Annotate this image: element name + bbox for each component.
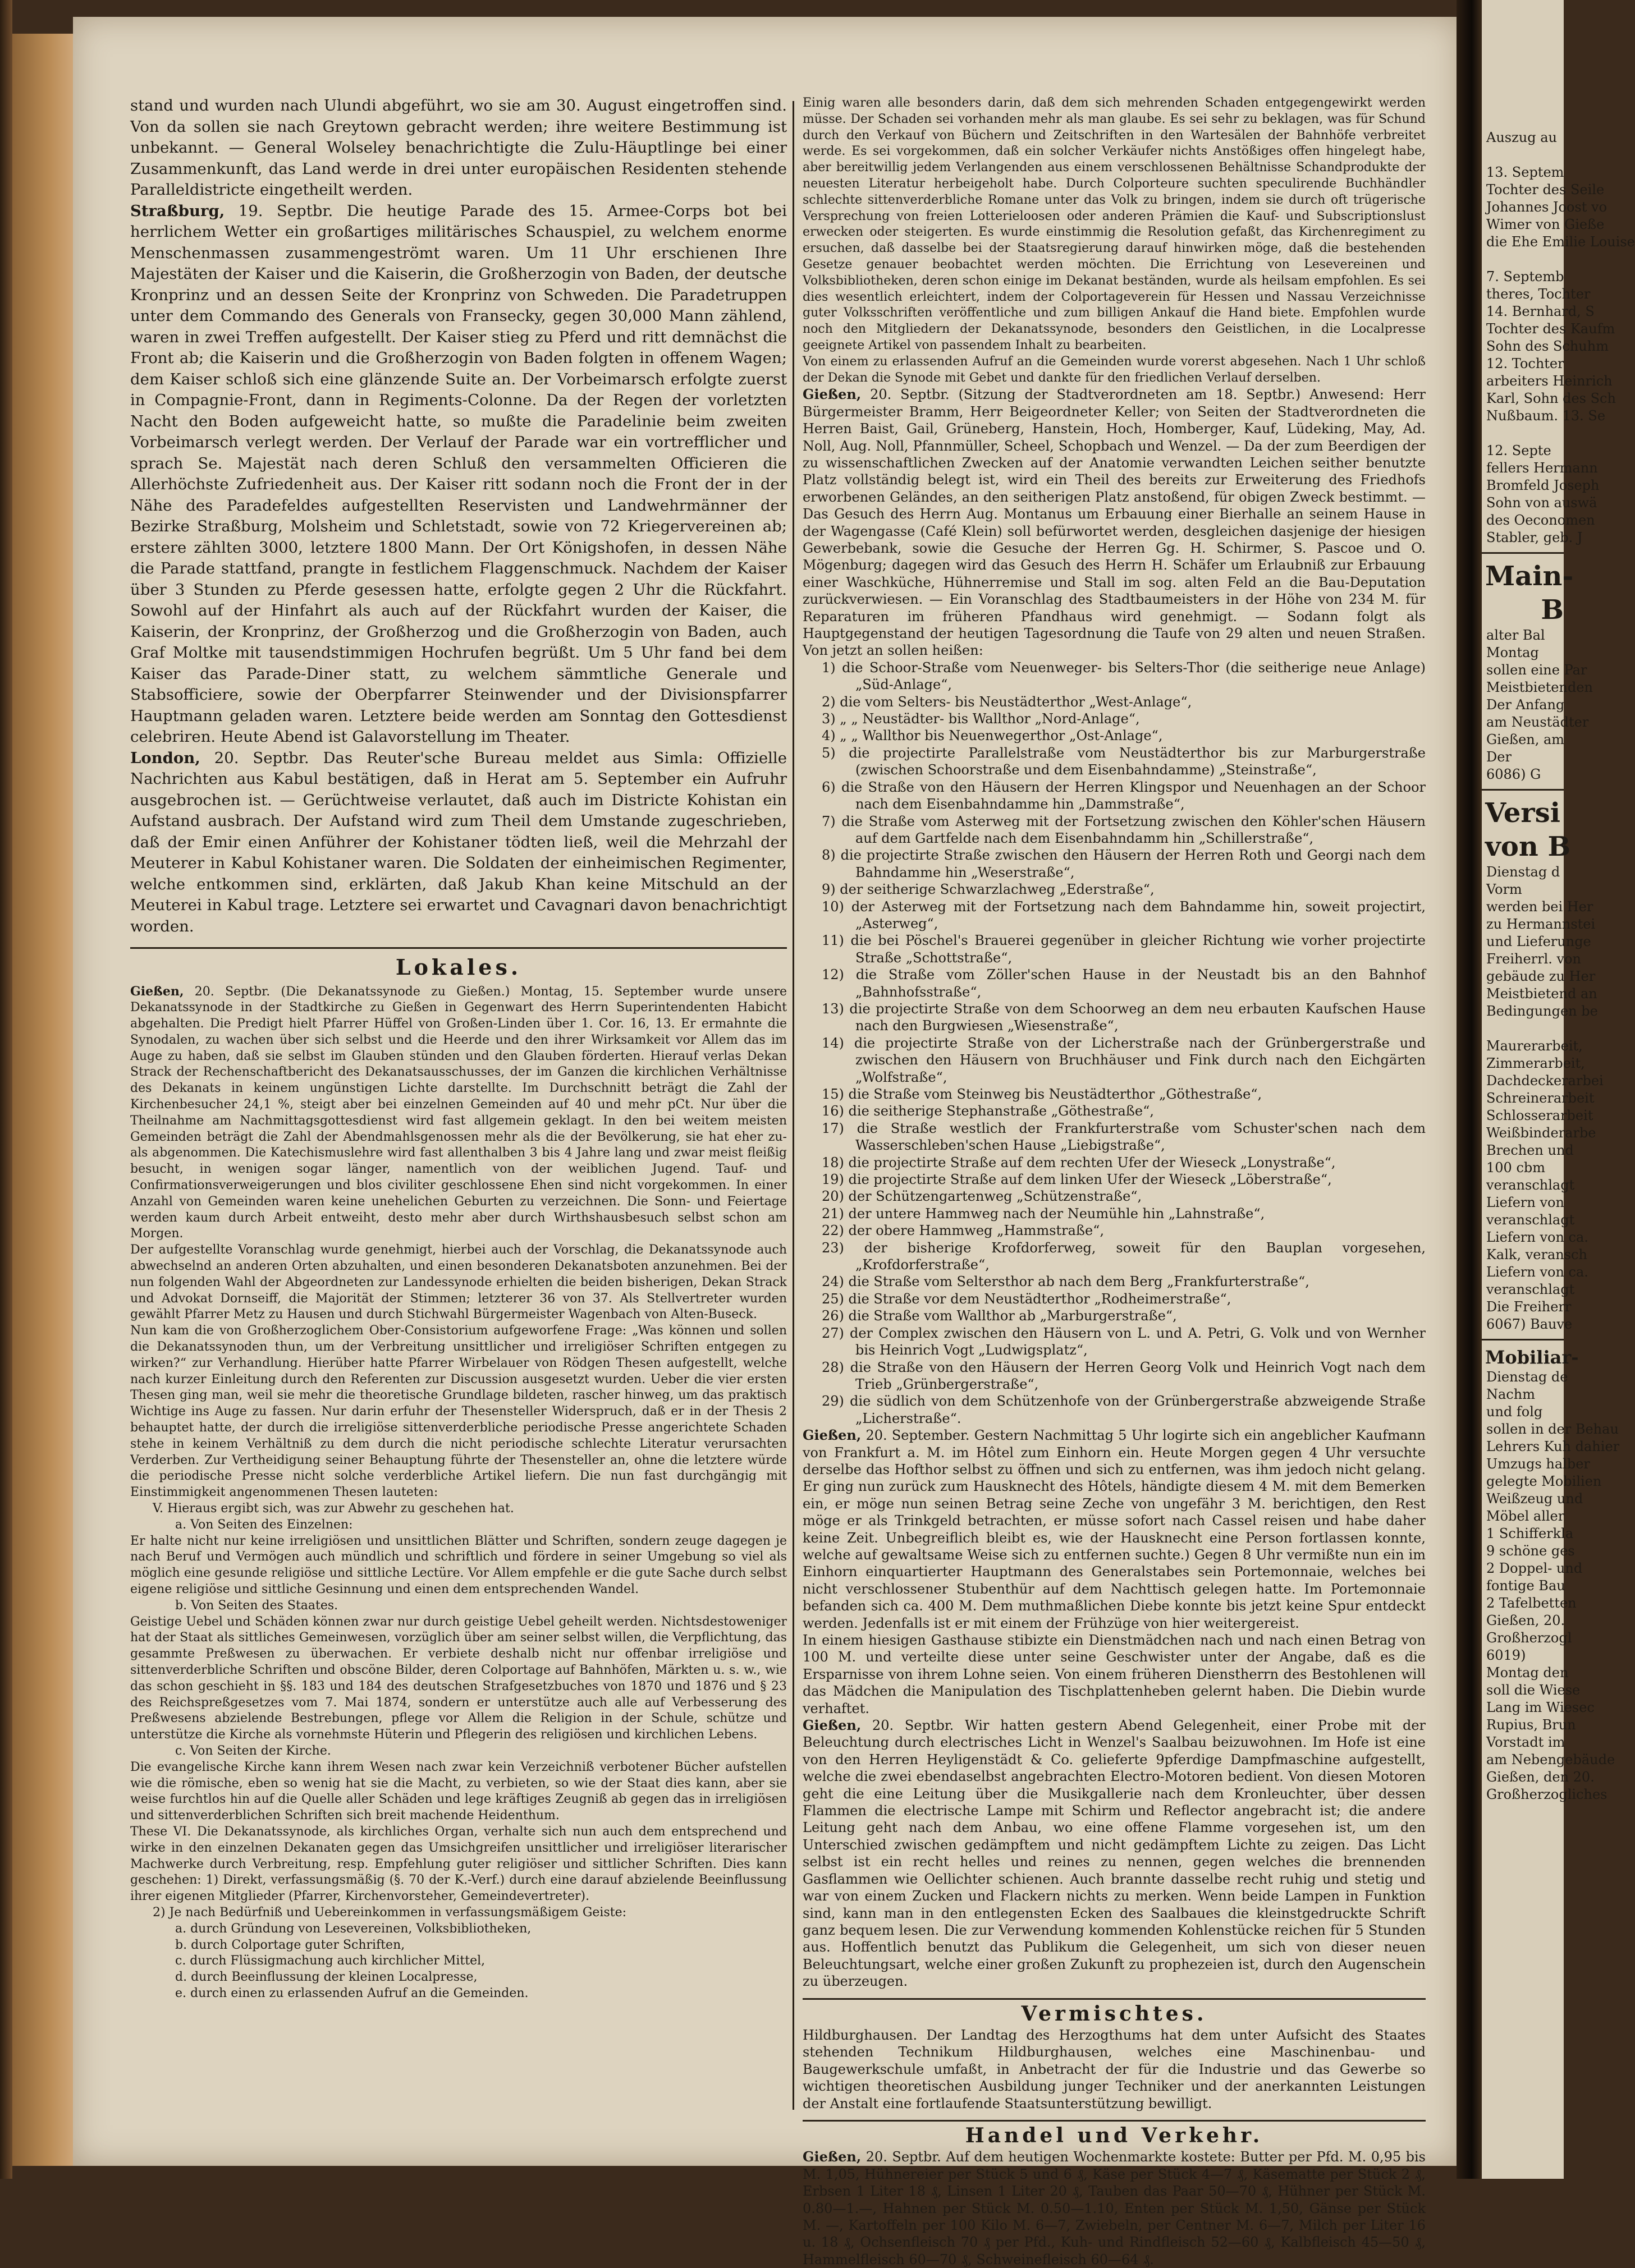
next-page-line: Kalk, veransch	[1486, 1247, 1587, 1262]
street-list-item: 3) „ „ Neustädter- bis Wallthor „Nord-Anlage“,	[822, 711, 1140, 727]
next-page-line: 2 Doppel- und	[1486, 1560, 1583, 1576]
next-page-line: 6019)	[1486, 1647, 1526, 1663]
next-page-line: Vorm	[1486, 882, 1522, 897]
next-page-line: 2 Tafelbetten	[1486, 1595, 1577, 1611]
next-page-line	[1482, 146, 1564, 164]
street-list-item: 2) die vom Selters- bis Neustädterthor „West-Anlage“,	[822, 694, 1192, 710]
list-item: e. durch einen zu erlassenden Aufruf an die Gemeinden.	[175, 1986, 529, 2000]
article-electric-light	[803, 1717, 1426, 1990]
street-list-item: 25) die Straße vor dem Neustädterthor „Rodheimerstraße“,	[822, 1291, 1231, 1307]
next-page-line: Weißzeug und	[1486, 1491, 1583, 1507]
next-page-line: 12. Tochter	[1486, 356, 1564, 371]
next-page-line: zu Hermannstei	[1486, 916, 1596, 932]
thesis-a-head: a. Von Seiten des Einzelnen:	[175, 1517, 353, 1532]
next-page-line: veranschlagt	[1486, 1212, 1575, 1228]
next-page-line: 100 cbm	[1486, 1160, 1545, 1176]
street-list-item: 28) die Straße von den Häusern der Herren Georg Volk und Heinrich Vogt nach dem Trieb „Grünbergerstraße“,	[822, 1359, 1426, 1392]
next-page-line: Tochter des Seile	[1486, 182, 1605, 198]
next-page-line: Meistbietenden	[1486, 680, 1593, 695]
divider	[1482, 789, 1564, 791]
next-page-line: Meistbietend an	[1486, 986, 1597, 1002]
list-item: b. durch Colportage guter Schriften,	[175, 1938, 405, 1952]
thesis-a-text: Er halte nicht nur keine irreligiösen und unsittlichen Blätter und Schriften, sondern zeuge dagegen je nach Beruf und Vermögen auch mündlich und schriftlich und fördere in seiner Umgebung so viel als möglich eine gesunde religiöse und sittliche Lectüre. Vor Allem empfehle er die gute Sache durch selbst eigene religiöse und sittliche Gesinnung und einen dem entsprechenden Wandel.	[130, 1534, 787, 1596]
next-page-line: Montag den	[1486, 1665, 1569, 1681]
article-synode	[130, 984, 787, 2002]
dateline-giessen-3: Gießen,	[803, 1427, 862, 1444]
street-list-item: 19) die projectirte Straße auf dem linken Ufer der Wieseck „Löberstraße“,	[822, 1172, 1332, 1188]
next-page-line: alter Bal	[1486, 627, 1545, 643]
next-page-line: Großherzogl	[1486, 1630, 1572, 1646]
next-page-heading-main-b: B	[1541, 594, 1564, 626]
next-page-line: gebäude zu Her	[1486, 968, 1596, 984]
street-list-item: 23) der bisherige Krofdorferweg, soweit für den Bauplan vorgesehen, „Krofdorferstraße“,	[822, 1239, 1426, 1273]
next-page-line: Johannes Joost vo	[1486, 199, 1607, 215]
next-page-line: theres, Tochter	[1486, 286, 1591, 302]
article-theft-text: 20. September. Gestern Nachmittag 5 Uhr logirte sich ein angeblicher Kaufmann von Frankfurt a. M. im Hôtel zum Einhorn ein. Heute Morgen gegen 4 Uhr versuchte derselbe das Hofthor selbst zu öffnen und sich zu entfernen, was ihm jedoch nicht gelang. Er ging nun zurück zum Hausknecht des Hôtels, händigte diesem 4 M. mit dem Bemerken ein, er möge nun seinen Betrag seine Zeche von ungefähr 3 M. berichtigen, den Rest möge er als Trinkgeld betrachten, er müsse sofort nach Cassel reisen und habe daher keine Zeit. Unbegreiflich bleibt es, wie der Hausknecht eine Person fortlassen konnte, welche auf gewaltsame Weise sich zu entfernen suchte.) Gegen 8 Uhr vermißte nun ein im Einhorn einquartierter Hauptmann des Generalstabes sein Portemonnaie, welches bei nicht verschlossener Stubenthür auf dem Nachttisch gelegen hatte. Im Portemonnaie befanden sich ca. 400 M. Dem muthmaßlichen Diebe konnte bis jetzt keine Spur entdeckt werden. Jedenfalls ist er mit einem der Frühzüge von hier weitergereist.	[803, 1427, 1426, 1631]
next-page-line: Liefern von	[1486, 1195, 1564, 1210]
street-list-item: 27) der Complex zwischen den Häusern von L. und A. Petri, G. Volk und von Wernher bis Heinrich Vogt „Ludwigsplatz“,	[822, 1325, 1426, 1358]
next-page-line: arbeiters Heinrich	[1486, 373, 1613, 389]
synode-para-1	[130, 984, 787, 1243]
column-divider	[793, 101, 794, 2110]
next-page-line: 6067) Bauve	[1486, 1316, 1573, 1332]
next-page-line: Schlosserarbeit	[1486, 1108, 1593, 1123]
article-electric-light-text: 20. Septbr. Wir hatten gestern Abend Gelegenheit, einer Probe mit der Beleuchtung durch electrisches Licht in Wenzel's Saalbau beizuwohnen. Im Hofe ist eine von den Herren Heyligenstädt & Co. gelieferte 9pferdige Dampfmaschine aufgestellt, welche die zwei ebendaselbst angebrachten Electro-Motoren bedient. Von diesen Motoren geht die eine Leitung über die Musikgallerie nach dem Kronleuchter, über dessen Flammen die electrische Lampe mit Schirm und Reflector angebracht ist; die andere Leitung geht nach dem Anbau, wo eine offene Flamme vorgesehen ist, um den Unterschied zwischen gedämpftem und nicht gedämpftem Lichte zu zeigen. Das Licht selbst ist ein recht helles und reines zu nennen, gegen welches die brennenden Gasflammen wie Oellichter schienen. Auch brannte dasselbe recht ruhig und stetig und war von einem Zucken und Flackern nichts zu merken. Wenn beide Lampen in Funktion sind, kann man in den entlegensten Ecken des Saalbaues die kleinstgedruckte Schrift ganz bequem lesen. Die zur Verwendung kommenden Kohlenstücke reichen für 5 Stunden aus. Hoffentlich benutzt das Publikum die Gelegenheit, um sich von dieser neuen Beleuchtungsart, welche einer großen Zukunft zu prophezeien ist, durch den Augenschein zu überzeugen.	[803, 1718, 1426, 1990]
next-page-line: Liefern von ca.	[1486, 1264, 1588, 1280]
street-list-item: 26) die Straße vom Wallthor ab „Marburgerstraße“,	[822, 1308, 1177, 1324]
thesis-vi-text: These VI. Die Dekanatssynode, als kirchliches Organ, verhalte sich nun auch dem entsprechend und wirke in den einzelnen Dekanaten gegen das Umsichgreifen unsittlicher und irreligiöser literarischer Machwerke durch Verbreitung, resp. Empfehlung guter religiöser und sittlicher Schriften. Dies kann geschehen: 1) Direkt, verfassungsmäßig (§. 70 der K.-Verf.) durch eine darauf abzielende Beeinflussung ihrer eigenen Mitglieder (Pfarrer, Kirchenvorsteher, Gemeindevertreter).	[130, 1824, 787, 1904]
next-page-line: Auszug au	[1486, 130, 1557, 145]
article-theft	[803, 1427, 1426, 1632]
thesis-v: V. Hieraus ergibt sich, was zur Abwehr zu geschehen hat.	[153, 1502, 514, 1516]
article-hildburghausen: Hildburghausen. Der Landtag des Herzogthums hat dem unter Aufsicht des Staates stehenden Technikum Hildburghausen, welches eine Maschinenbau- und Baugewerkschule umfaßt, in Anbetracht der für die Industrie und das Gewerbe so wichtigen theoretischen Ausbildung junger Techniker und der anerkannten Leistungen der Anstalt eine fortlaufende Staatsunterstützung bewilligt.	[803, 2027, 1426, 2111]
dateline-strassburg: Straßburg,	[130, 201, 225, 220]
next-page-line: Maurerarbeit,	[1486, 1038, 1583, 1054]
article-market	[803, 2148, 1426, 2268]
next-page-heading-mobiliar: Mobiliar-	[1485, 1347, 1579, 1368]
street-list-item: 16) die seitherige Stephanstraße „Göthestraße“,	[822, 1103, 1154, 1119]
next-page-strip	[1482, 0, 1635, 2179]
next-page-line: Nachm	[1486, 1386, 1535, 1402]
street-list-item: 20) der Schützengartenweg „Schützenstraße“,	[822, 1188, 1142, 1205]
next-page-line: 14. Bernhard, S	[1486, 304, 1595, 319]
dateline-giessen-5: Gießen,	[803, 2148, 862, 2165]
article-inn: In einem hiesigen Gasthause stibizte ein Dienstmädchen nach und nach einen Betrag von 100 M. und verteilte diese unter seine Geschwister unter der Angabe, daß es die Ersparnisse von ihrem Lohne seien. Von einem früheren Dienstherrn des Bestohlenen will das Mädchen die Manipulation des Tischplattenheben gelernt haben. Die Diebin wurde verhaftet.	[803, 1632, 1426, 1716]
next-page-heading-main: Main-	[1485, 561, 1574, 592]
next-page-line: die Ehe Emilie Louise	[1486, 234, 1635, 250]
street-list-item: 13) die projectirte Straße von dem Schoorweg an dem neu erbauten Kaufschen Hause nach den Burgwiesen „Wiesenstraße“,	[822, 1000, 1426, 1034]
next-page-line: und folg	[1486, 1404, 1543, 1420]
street-list-item: 7) die Straße vom Asterweg mit der Fortsetzung zwischen den Köhler'schen Häusern auf dem Gartfelde nach dem Eisenbahndamm hin „Schillerstraße“,	[822, 813, 1426, 846]
next-page-line: fontige Bau	[1486, 1578, 1565, 1594]
street-list-item: 12) die Straße vom Zöller'schen Hause in der Neustadt bis an den Bahnhof „Bahnhofsstraße“,	[822, 967, 1426, 1000]
next-page-line: Liefern von ca.	[1486, 1229, 1588, 1245]
next-page-line: 12. Septe	[1486, 443, 1551, 458]
next-page-line: 1 Schifferkla	[1486, 1526, 1574, 1541]
divider	[1482, 1339, 1564, 1340]
dateline-giessen: Gießen,	[130, 984, 184, 999]
next-page-line: und Lieferunge	[1486, 934, 1591, 949]
thesis-2: 2) Je nach Bedürfniß und Uebereinkommen in verfassungsmäßigem Geiste:	[153, 1905, 627, 1920]
page-stack-edge	[12, 34, 74, 2166]
next-page-line	[1482, 1020, 1564, 1037]
next-page-line: Bedingungen be	[1486, 1003, 1598, 1019]
synode-closing: Von einem zu erlassenden Aufruf an die Gemeinden wurde vorerst abgesehen. Nach 1 Uhr schloß der Dekan die Synode mit Gebet und dankte für den friedlichen Verlauf derselben.	[803, 354, 1426, 385]
next-page-line: Lang im Wiesec	[1486, 1700, 1595, 1715]
left-column	[130, 95, 787, 2002]
next-page-line: Möbel aller	[1486, 1508, 1565, 1524]
book-spine	[0, 0, 12, 2179]
street-list-item: 11) die bei Pöschel's Brauerei gegenüber in gleicher Richtung wie vorher projectirte Straße „Schottstraße“,	[822, 933, 1426, 966]
next-page-line: Freiherrl. von	[1486, 951, 1582, 967]
article-london-text: 20. Septbr. Das Reuter'sche Bureau meldet aus Simla: Offizielle Nachrichten aus Kabul bestätigen, daß in Herat am 5. September ein Aufruhr ausgebrochen ist. — Gerüchtweise verlautet, daß auch im Districte Kohistan ein Aufstand ausbrach. Der Aufstand wird zum Theil dem Umstande zugeschrieben, daß der Emir einen Anführer der Kohistaner tödten ließ, weil die Mehrzahl der Meuterer in Kabul Kohistaner waren. Die Soldaten der einheimischen Regimenter, welche entkommen sind, erklärten, daß Jakub Khan keine Mitschuld an der Meuterei in Kabul trage. Letztere sei erwartet und Cavagnari davon benachrichtigt worden.	[130, 749, 787, 935]
thesis-c-head: c. Von Seiten der Kirche.	[175, 1743, 331, 1758]
street-list-item: 17) die Straße westlich der Frankfurterstraße vom Schuster'schen nach dem Wasserschleben'schen Hause „Liebigstraße“,	[822, 1120, 1426, 1154]
article-zulu: stand und wurden nach Ulundi abgeführt, wo sie am 30. August eingetroffen sind. Von da sollen sie nach Greytown gebracht werden; ihre weitere Bestimmung ist unbekannt. — General Wolseley benachrichtigte die Zulu-Häuptlinge bei einer Zusammenkunft, das Land werde in drei unter europäischen Residenten stehende Paralleldistricte eingetheilt werden.	[130, 97, 787, 199]
next-page-line: veranschlagt	[1486, 1177, 1575, 1193]
street-list-item: 5) die projectirte Parallelstraße vom Neustädterthor bis zur Marburgerstraße (zwischen Schoorstraße und dem Eisenbahndamme) „Steinstraße“,	[822, 745, 1426, 778]
next-page-line: 9 schöne ges	[1486, 1543, 1575, 1559]
street-list-item: 6) die Straße von den Häusern der Herren Klingspor und Neuenhagen an der Schoor nach dem Eisenbahndamme hin „Dammstraße“,	[822, 779, 1426, 812]
next-page-line: Montag	[1486, 645, 1539, 660]
next-page-line: Bromfeld Joseph	[1486, 478, 1600, 493]
street-list-item: 10) der Asterweg mit der Fortsetzung nach dem Bahndamme hin, soweit projectirt, „Asterweg“,	[822, 898, 1426, 931]
next-page-line: Gießen, den 20.	[1486, 1769, 1595, 1785]
next-page-line: Sohn des Schuhm	[1486, 338, 1609, 354]
street-list-item: 22) der obere Hammweg „Hammstraße“,	[822, 1223, 1105, 1239]
article-london	[130, 748, 787, 938]
street-list	[803, 659, 1426, 1427]
next-page-line: am Neustädter	[1486, 714, 1589, 730]
next-page-heading-versteigerung-b: von B	[1485, 831, 1571, 862]
article-strassburg-text: 19. Septbr. Die heutige Parade des 15. Armee-Corps bot bei herrlichem Wetter ein großartiges militärisches Schauspiel, zu welchem enorme Menschenmassen zusammengeströmt waren. Um 11 Uhr erschienen Ihre Majestäten der Kaiser und die Kaiserin, die Großherzogin von Baden, der deutsche Kronprinz und an dessen Seite der Kronprinz von Schweden. Die Paradetruppen unter dem Commando des Generals von Fransecky, gegen 30,000 Mann zählend, waren in zwei Treffen aufgestellt. Der Kaiser stieg zu Pferd und ritt demnächst die Front ab; die Kaiserin und die Großherzogin von Baden folgten in offenem Wagen; dem Kaiser schloß sich eine glänzende Suite an. Der Vorbeimarsch erfolgte zuerst in Compagnie-Front, dann in Regiments-Colonne. Da der Regen der vorletzten Nacht den Boden aufgeweicht hatte, so mußte die Paradelinie beim zweiten Vorbeimarsch verlegt werden. Der Verlauf der Parade war ein vortrefflicher und sprach Se. Majestät nach deren Schluß den versammelten Officieren die Allerhöchste Zufriedenheit aus. Der Kaiser ritt sodann noch die Front der in der Nähe des Paradefeldes aufgestellten Reservisten und Landwehrmänner der Bezirke Straßburg, Molsheim und Schletstadt, sowie von 72 Kriegervereinen ab; erstere zählten 3000, letztere 1800 Mann. Der Ort Königshofen, in dessen Nähe die Parade stattfand, prangte in festlichem Flaggenschmuck. Nachdem der Kaiser über 3 Stunden zu Pferde gesessen hatte, erfolgte gegen 2 Uhr die Rückfahrt. Sowohl auf der Hinfahrt als auch auf der Rückfahrt wurden der Kaiser, die Kaiserin, der Kronprinz, der Großherzog und die Großherzogin von Baden, auch Graf Moltke mit tausendstimmigen Hochrufen begrüßt. Um 5 Uhr fand bei dem Kaiser das Parade-Diner statt, zu welchem sämmtliche Generale und Stabsofficiere, sowie der Oberpfarrer Steinwender und der Divisionspfarrer Hauptmann geladen waren. Letztere beide werden am Sonntag den Gottesdienst celebriren. Heute Abend ist Galavorstellung im Theater.	[130, 201, 787, 746]
next-page-line: veranschlagt	[1486, 1282, 1575, 1297]
next-page-line: sollen in der Behau	[1486, 1421, 1619, 1437]
next-page-text-top	[1482, 129, 1635, 547]
next-page-line: Umzugs halber	[1486, 1456, 1590, 1472]
section-heading-handel: Handel und Verkehr.	[803, 2120, 1426, 2144]
next-page-line: Vorstadt im	[1486, 1734, 1565, 1750]
dateline-london: London,	[130, 749, 200, 767]
next-page-line: Tochter des Kaufm	[1486, 321, 1615, 337]
list-item: c. durch Flüssigmachung auch kirchlicher Mittel,	[175, 1954, 486, 1968]
next-page-text-low	[1482, 864, 1604, 1333]
thesis-c-text: Die evangelische Kirche kann ihrem Wesen nach zwar kein Verzeichniß verbotener Bücher aufstellen wie die römische, eben so wenig hat sie die Macht, zu verbieten, so wie der Staat dies kann, aber sie weise furchtlos hin auf die Quelle aller Schäden und lege kräftiges Zeugniß ab gegen das in irreligiösen und sittenverderblichen Schriften sich breit machende Heidenthum.	[130, 1760, 787, 1823]
street-list-item: 15) die Straße vom Steinweg bis Neustädterthor „Göthestraße“,	[822, 1086, 1262, 1102]
next-page-line: Großherzogliches	[1486, 1787, 1607, 1802]
binding-gutter	[1457, 0, 1482, 2179]
street-list-item: 4) „ „ Wallthor bis Neuenwegerthor „Ost-Anlage“,	[822, 728, 1163, 744]
next-page-line: 7. Septemb	[1486, 269, 1564, 284]
street-list-item: 29) die südlich von dem Schützenhofe von der Grünbergerstraße abzweigende Straße „Licherstraße“.	[822, 1393, 1426, 1426]
next-page-line: gelegte Mobilien	[1486, 1473, 1602, 1489]
street-list-item: 1) die Schoor-Straße vom Neuenweger- bis Selters-Thor (die seitherige neue Anlage) „Süd-Anlage“,	[822, 659, 1426, 693]
list-item: d. durch Beeinflussung der kleinen Localpresse,	[175, 1970, 478, 1985]
article-market-text: 20. Septbr. Auf dem heutigen Wochenmarkte kostete: Butter per Pfd. M. 0,95 bis M. 1,05, Hühnereier per Stück 5 und 6 ₰, Käse per Stück 4—7 ₰, Käsematte per Stück 2 ₰, Erbsen 1 Liter 18 ₰, Linsen 1 Liter 20 ₰, Tauben das Paar 50—70 ₰, Hühner per Stück M. 0.80—1.—, Hahnen per Stück M. 0.50—1.10, Enten per Stück M. 1,50, Gänse per Stück M. —, Kartoffeln per 100 Kilo M. 6—7, Zwiebeln, per Centner M. 6—7, Milch per Liter 16 u. 18 ₰, Ochsenfleisch 70 ₰ per Pfd., Kuh- und Rindfleisch 52—60 ₰, Kalbfleisch 45—50 ₰, Hammelfleisch 60—70 ₰, Schweinefleisch 60—64 ₰.	[803, 2149, 1426, 2267]
thesis-b-text: Geistige Uebel und Schäden können zwar nur durch geistige Uebel geheilt werden. Nichtsdestoweniger hat der Staat als sittliches Gemeinwesen, vorzüglich über am seiner selbst willen, die Verpflichtung, das gesammte Preßwesen zu überwachen. Er verbiete deshalb nicht nur offenbar irreligiöse und sittenverderbliche Schriften und obscöne Bilder, deren Colportage auf Bahnhöfen, Märkten u. s. w., wie das schon geschieht in §§. 183 und 184 des deutschen Strafgesetzbuches von 1870 und 1876 und § 23 des Reichspreßgesetzes vom 7. Mai 1874, sondern er unterstütze auch alle auf Verbesserung des Preßwesens abzielende Bestrebungen, pflege vor Allem die Religion in der Schule, schütze und unterstütze die Kirche als vornehmste Hüterin und Pflegerin des religiösen und kirchlichen Lebens.	[130, 1614, 787, 1742]
street-list-item: 21) der untere Hammweg nach der Neumühle hin „Lahnstraße“,	[822, 1205, 1265, 1222]
next-page-line: am Nebengebäude	[1486, 1752, 1615, 1767]
street-list-item: 9) der seitherige Schwarzlachweg „Ederstraße“,	[822, 882, 1155, 898]
next-page-line: Nußbaum. 13. Se	[1486, 408, 1606, 424]
next-page-line: sollen eine Par	[1486, 662, 1587, 678]
next-page-line	[1482, 251, 1564, 268]
right-column	[803, 95, 1426, 2268]
next-page-line: Gießen, am	[1486, 732, 1565, 747]
next-page-line	[1482, 425, 1564, 442]
next-page-line: Lehrers Kuh dahier	[1486, 1439, 1620, 1454]
next-page-line: Schreinerarbeit	[1486, 1090, 1595, 1106]
list-item: a. durch Gründung von Lesevereinen, Volksbibliotheken,	[175, 1921, 532, 1936]
next-page-heading-versteigerung: Versi	[1485, 797, 1560, 829]
synode-continued: Einig waren alle besonders darin, daß dem sich mehrenden Schaden entgegengewirkt werden müsse. Der Schaden sei vorhanden mehr als man glaube. Es sei sehr zu beklagen, was für Schund durch den Verkauf von Büchern und Zeitschriften in den Wartesälen der Bahnhöfe verbreitet werde. Es sei vorgekommen, daß ein solcher Verkäufer nichts Anstößiges offen hingelegt habe, aber bereitwillig jedem Verlangenden aus einem verschlossenen Behältnisse Schandprodukte der neuesten Literatur herbeigeholt habe. Durch Colporteure suchten speculirende Buchhändler schlechte sittenverderbliche Romane unter das Volk zu bringen, indem sie durch oft trügerische Versprechung von freien Lotterieloosen oder anderen Prämien die Kauf- und Subscriptionslust erwecken oder steigerten. Es wurde einstimmig die Resolution gefaßt, das Kirchenregiment zu ersuchen, daß dasselbe bei der Staatsregierung darauf hinwirken möge, daß die bestehenden Gesetze genauer beobachtet werden möchten. Die Errichtung von Lesevereinen und Volksbibliotheken, deren schon einige im Dekanat beständen, wurde als heilsam empfohlen. Es sei dies wesentlich erleichtert, indem der Colportageverein für Hessen und Nassau Verzeichnisse guter Volksschriften veröffentliche und zum billigen Ankauf die Hand biete. Empfohlen wurde noch den Mitgliedern der Dekanatssynode, besonders den Geistlichen, in die Localpresse geeignete Artikel von passendem Inhalt zu bearbeiten.	[803, 96, 1426, 352]
divider	[1482, 552, 1564, 554]
next-page-text-end	[1482, 1369, 1620, 1803]
street-list-item: 24) die Straße vom Seltersthor ab nach dem Berg „Frankfurterstraße“,	[822, 1274, 1309, 1290]
next-page-line: Wimer von Gieße	[1486, 217, 1605, 232]
synode-para-2: Der aufgestellte Voranschlag wurde genehmigt, hierbei auch der Vorschlag, die Dekanatssynode auch abwechselnd an anderen Orten abzuhalten, und einen besonderen Dekanatsboten anzunehmen. Bei der nun folgenden Wahl der Abgeordneten zur Landessynode erhielten die beiden bisherigen, Dekan Strack und Advokat Dornseiff, die Majorität der Stimmen; letzterer 36 von 37. Als Stellvertreter wurden gewählt Pfarrer Metz zu Hausen und durch Stichwahl Bürgermeister Wagenbach von Alten-Buseck.	[130, 1243, 787, 1322]
article-stadtverordnete-text: 20. Septbr. (Sitzung der Stadtverordneten am 18. Septbr.) Anwesend: Herr Bürgermeister Bramm, Herr Beigeordneter Keller; von Seiten der Stadtverordneten die Herren Baist, Gail, Grüneberg, Hanstein, Hoch, Homberger, Kauf, Lüdeking, May, Ad. Noll, Aug. Noll, Pfannmüller, Scheel, Schopbach und Wenzel. — Da der zum Beerdigen der zu wissenschaftlichen Zwecken auf der Anatomie verwandten Leichen seither benutzte Platz vollständig belegt ist, wird ein Theil des bereits zur Erweiterung des Friedhofs erworbenen Geländes, an den seitherigen Platz anstoßend, für obigen Zweck bestimmt. — Das Gesuch des Herrn Aug. Montanus um Erbauung einer Bierhalle an seinem Hause in der Wagengasse (Café Klein) soll befürwortet werden, desgleichen dasjenige der hiesigen Gewerbebank, sowie die Gesuche der Herren Gg. H. Schirmer, S. Pascoe und O. Mögenburg; dagegen wird das Gesuch des Herrn H. Schäfer um Erlaubniß zur Erbauung einer Waschküche, Hühnerremise und Stall im sog. alten Feld an die Bau-Deputation zurückverwiesen. — Ein Voranschlag des Stadtbaumeisters in der Höhe von 234 M. für Reparaturen im früheren Pfandhaus wird genehmigt. — Sodann folgt als Hauptgegenstand der heutigen Tagesordnung die Taufe von 29 alten und neuen Straßen. Von jetzt an sollen heißen:	[803, 387, 1426, 659]
next-page-line: soll die Wiese	[1486, 1682, 1581, 1698]
next-page-line: Rupius, Brun	[1486, 1717, 1576, 1733]
next-page-line: Brechen und	[1486, 1142, 1574, 1158]
synode-para-3: Nun kam die von Großherzoglichem Ober-Consistorium aufgeworfene Frage: „Was können und sollen die Dekanatssynoden thun, um der Verbreitung unsittlicher und irreligiöser Schriften entgegen zu wirken?“ zur Verhandlung. Hierüber hatte Pfarrer Wirbelauer von Rödgen Thesen aufgestellt, welche nach kurzer Einleitung durch den Referenten zur Discussion ausgesetzt wurden. Ueber die vier ersten Thesen ging man, weil sie mehr die theoretische Grundlage bildeten, rascher hinweg, um das praktisch Wichtige ins Auge zu fassen. Nur darin erfuhr der Thesensteller Widerspruch, daß er in der Thesis 2 behauptet hatte, der durch die irreligiöse sittenverderbliche periodische Presse angerichtete Schaden stehe in keinem Verhältniß zu dem durch die nicht periodische schlechte Literatur verursachten Verderben. Zur Vertheidigung seiner Behauptung führte der Thesensteller an, ohne die letztere würde die periodische Presse nicht solche verderbliche Artikel liefern. Die nun fast durchgängig mit Einstimmigkeit angenommenen Thesen lauteten:	[130, 1324, 787, 1500]
street-list-item: 14) die projectirte Straße von der Licherstraße nach der Grünbergerstraße und zwischen den Häusern von Bruchhäuser und Fink durch nach den Eichgärten „Wolfstraße“,	[822, 1035, 1426, 1085]
street-list-item: 8) die projectirte Straße zwischen den Häusern der Herren Roth und Georgi nach dem Bahndamme hin „Weserstraße“,	[822, 847, 1426, 880]
dateline-giessen-2: Gießen,	[803, 386, 862, 403]
next-page-line: Gießen, 20.	[1486, 1613, 1565, 1628]
next-page-line: 6086) G	[1486, 766, 1541, 782]
next-page-line: werden bei Her	[1486, 899, 1593, 915]
next-page-line: Stabler, geb. J	[1486, 530, 1583, 545]
next-page-line: Der	[1486, 749, 1512, 765]
thesis-b-head: b. Von Seiten des Staates.	[175, 1598, 338, 1613]
next-page-line: Karl, Sohn des Sch	[1486, 391, 1616, 406]
next-page-line: Die Freiherr	[1486, 1299, 1572, 1315]
next-page-line: Dachdeckerarbei	[1486, 1073, 1604, 1089]
next-page-line: Der Anfang	[1486, 697, 1565, 713]
article-stadtverordnete	[803, 386, 1426, 659]
synode-text-1: 20. Septbr. (Die Dekanatssynode zu Gießen.) Montag, 15. September wurde unsere Dekanatssynode in der Stadtkirche zu Gießen in Gegenwart des Herrn Superintendenten Habicht abgehalten. Die Predigt hielt Pfarrer Hüffel von Großen-Linden über 1. Cor. 16, 13. Er ermahnte die Synodalen, zu wachen über sich selbst und die Heerde und den ihrer Wirksamkeit vor Allem das im Auge zu haben, daß sie selbst im Glauben stünden und den Glauben förderten. Hierauf verlas Dekan Strack der Rechenschaftbericht des Dekanatsausschusses, der im Ganzen die kirchlichen Verhältnisse des Dekanats in keinem ungünstigen Lichte darstellte. Im Durchschnitt beträgt die Zahl der Kirchenbesucher 24,1 %, steigt aber bei einzelnen Gemeinden auf 40 und mehr pCt. Nur über die Theilnahme am Nachmittagsgottesdienst wird fast allgemein geklagt. In den bei weitem meisten Gemeinden beträgt die Zahl der Abendmahlsgenossen mehr als die der Bevölkerung, sie hat eher zu- als abgenommen. Die Katechismuslehre wird fast allenthalben 3 bis 4 Jahre lang und zwar meist fleißig besucht, in wenigen sogar länger, namentlich von der weiblichen Jugend. Tauf- und Confirmationsverweigerungen und blos civiliter geschlossene Ehen sind nicht vorgekommen. In einer Anzahl von Gemeinden waren keine unehelichen Geburten zu verzeichnen. Die Sonn- und Feiertage werden kaum durch Arbeit entweiht, desto mehr aber durch Wirthshausbesuch selbst schon am Morgen.	[130, 984, 787, 1241]
street-list-item: 18) die projectirte Straße auf dem rechten Ufer der Wieseck „Lonystraße“,	[822, 1154, 1336, 1170]
section-heading-vermischtes: Vermischtes.	[803, 1998, 1426, 2022]
section-heading-lokales: Lokales.	[130, 947, 787, 978]
dateline-giessen-4: Gießen,	[803, 1717, 862, 1734]
next-page-line: fellers Hermann	[1486, 460, 1598, 476]
next-page-line: Dienstag de	[1486, 1369, 1568, 1385]
next-page-line: des Oeconomen	[1486, 512, 1595, 528]
next-page-line: Zimmerarbeit,	[1486, 1055, 1585, 1071]
next-page-line: 13. Septem	[1486, 164, 1564, 180]
next-page-line: Sohn von auswä	[1486, 495, 1597, 511]
next-page-line: Dienstag d	[1486, 864, 1560, 880]
article-strassburg	[130, 201, 787, 748]
next-page-line: Weißbinderarbe	[1486, 1125, 1596, 1141]
next-page-text-mid	[1482, 627, 1593, 783]
